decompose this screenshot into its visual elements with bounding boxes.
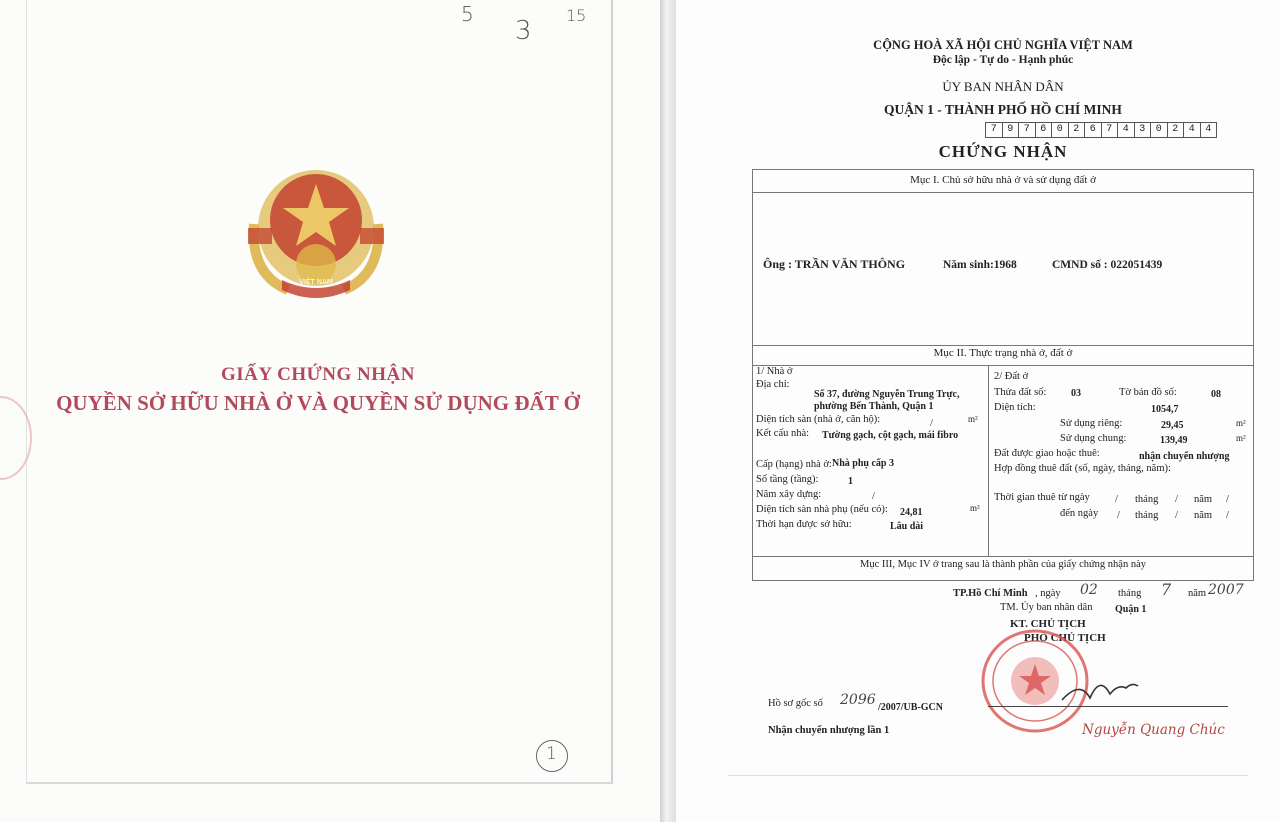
document-title: CHỨNG NHẬN xyxy=(938,142,1068,161)
file-suffix: /2007/UB-GCN xyxy=(878,702,943,713)
aux-area-label: Diện tích sàn nhà phụ (nếu có): xyxy=(756,504,888,515)
plot-label: Thửa đất số: xyxy=(994,387,1047,398)
cover-title-line1: GIẤY CHỨNG NHẬN xyxy=(221,364,415,385)
file-label: Hồ sơ gốc số xyxy=(768,698,823,709)
map-value: 08 xyxy=(1211,389,1221,400)
address-line1: Số 37, đường Nguyễn Trung Trực, xyxy=(814,389,960,400)
floor-area-label: Diện tích sàn (nhà ở, căn hộ): xyxy=(756,414,881,425)
authority-heading: ỦY BAN NHÂN DÂN xyxy=(942,79,1064,94)
owner-id-card: CMND số : 022051439 xyxy=(1052,259,1163,271)
lease-to-year: / xyxy=(1226,510,1229,521)
emblem-ribbon-text: VIỆT NAM xyxy=(299,278,333,286)
serial-digit: 6 xyxy=(1036,123,1053,137)
serial-digit: 6 xyxy=(1085,123,1102,137)
shared-use-label: Sử dụng chung: xyxy=(1060,433,1127,444)
land-heading: 2/ Đất ở xyxy=(994,371,1029,382)
signature-line xyxy=(988,706,1228,707)
aux-area-unit: m² xyxy=(970,503,980,513)
plot-value: 03 xyxy=(1071,388,1081,399)
column-divider xyxy=(988,366,989,556)
house-heading: 1/ Nhà ở xyxy=(756,366,793,377)
private-use-label: Sử dụng riêng: xyxy=(1060,418,1123,429)
sign-day: 02 xyxy=(1080,582,1098,598)
floor-area-value: / xyxy=(930,418,933,429)
shared-use-unit: m² xyxy=(1236,433,1246,443)
lease-from-month: / xyxy=(1175,494,1178,505)
sign-month-label: tháng xyxy=(1118,588,1142,599)
lease-to-month: / xyxy=(1175,510,1178,521)
lease-from-year-label: năm xyxy=(1194,494,1213,505)
page-bottom-edge xyxy=(728,775,1248,776)
lease-from-month-label: tháng xyxy=(1135,494,1159,505)
floor-area-unit: m² xyxy=(968,414,978,424)
serial-digit: 2 xyxy=(1069,123,1086,137)
structure-value: Tường gạch, cột gạch, mái fibro xyxy=(822,430,959,441)
structure-label: Kết cấu nhà: xyxy=(756,428,810,439)
district-heading: QUẬN 1 - THÀNH PHỐ HỒ CHÍ MINH xyxy=(884,102,1122,117)
shared-use-value: 139,49 xyxy=(1160,435,1188,446)
land-area-label: Diện tích: xyxy=(994,402,1036,413)
serial-digit: 7 xyxy=(986,123,1003,137)
sign-month: 7 xyxy=(1161,580,1172,599)
on-behalf: TM. Ủy ban nhân dân xyxy=(1000,602,1093,613)
page-gutter xyxy=(660,0,676,822)
lease-to-day: / xyxy=(1117,510,1120,521)
lease-from-label: Thời gian thuê từ ngày xyxy=(994,492,1090,503)
address-line2: phường Bến Thành, Quận 1 xyxy=(814,401,934,412)
serial-digit: 4 xyxy=(1118,123,1135,137)
page-mark-3: 15 xyxy=(566,6,587,25)
address-label: Địa chỉ: xyxy=(756,379,790,390)
private-use-unit: m² xyxy=(1236,418,1246,428)
serial-digit: 4 xyxy=(1184,123,1201,137)
floors-value: 1 xyxy=(848,476,853,487)
aux-area-value: 24,81 xyxy=(900,507,923,518)
serial-digit: 0 xyxy=(1052,123,1069,137)
grade-label: Cấp (hạng) nhà ở: xyxy=(756,459,832,470)
lease-from-day: / xyxy=(1115,494,1118,505)
national-emblem-icon xyxy=(244,164,388,308)
lease-label: Hợp đồng thuê đất (số, ngày, tháng, năm): xyxy=(994,463,1171,474)
chair-title: KT. CHỦ TỊCH xyxy=(1010,618,1086,630)
serial-digit: 9 xyxy=(1003,123,1020,137)
serial-digit: 3 xyxy=(1135,123,1152,137)
vice-chair-title: PHÓ CHỦ TỊCH xyxy=(1024,632,1106,644)
sign-day-label: , ngày xyxy=(1035,588,1061,599)
lease-to-label: đến ngày xyxy=(1060,508,1099,519)
floors-label: Số tầng (tầng): xyxy=(756,474,819,485)
serial-digit: 7 xyxy=(1102,123,1119,137)
signature-stroke-icon xyxy=(1060,670,1140,710)
grade-value: Nhà phụ cấp 3 xyxy=(832,458,894,469)
section2-title: Mục II. Thực trạng nhà ở, đất ở xyxy=(933,347,1073,359)
lease-to-year-label: năm xyxy=(1194,510,1213,521)
allocation-label: Đất được giao hoặc thuê: xyxy=(994,448,1100,459)
sign-place: TP.Hồ Chí Minh xyxy=(953,588,1028,599)
term-label: Thời hạn được sở hữu: xyxy=(756,519,852,530)
lease-to-month-label: tháng xyxy=(1135,510,1159,521)
signer-name: Nguyễn Quang Chúc xyxy=(1082,722,1225,738)
page-mark-2: 3 xyxy=(515,16,532,46)
transfer-note: Nhận chuyển nhượng lần 1 xyxy=(768,725,890,736)
page-number: 1 xyxy=(546,744,557,764)
lease-from-year: / xyxy=(1226,494,1229,505)
on-behalf-district: Quận 1 xyxy=(1115,604,1147,615)
file-number: 2096 xyxy=(840,692,876,708)
owner-birth-year: Năm sinh:1968 xyxy=(943,259,1017,271)
section1-title: Mục I. Chủ sở hữu nhà ở và sử dụng đất ở xyxy=(910,174,1096,186)
cover-title-line2: QUYỀN SỞ HỮU NHÀ Ở VÀ QUYỀN SỬ DỤNG ĐẤT Ở xyxy=(56,391,580,415)
serial-digit: 2 xyxy=(1168,123,1185,137)
land-area-value: 1054,7 xyxy=(1151,404,1179,415)
term-value: Lâu dài xyxy=(890,521,924,532)
serial-digit: 7 xyxy=(1019,123,1036,137)
owner-name: Ông : TRẦN VĂN THÔNG xyxy=(763,257,906,271)
year-built-value: / xyxy=(872,491,875,502)
year-built-label: Năm xây dựng: xyxy=(756,489,822,500)
map-label: Tờ bản đồ số: xyxy=(1119,387,1177,398)
allocation-value: nhận chuyển nhượng xyxy=(1139,451,1230,462)
sign-year-label: năm xyxy=(1188,588,1207,599)
motto: Độc lập - Tự do - Hạnh phúc xyxy=(932,54,1074,66)
serial-number xyxy=(985,122,1217,138)
sign-year: 2007 xyxy=(1208,582,1244,598)
private-use-value: 29,45 xyxy=(1161,420,1184,431)
republic-heading: CỘNG HOÀ XÃ HỘI CHỦ NGHĨA VIỆT NAM xyxy=(873,38,1133,52)
serial-digit: 4 xyxy=(1201,123,1218,137)
footer-note: Mục III, Mục IV ở trang sau là thành phần của giấy chứng nhận này xyxy=(859,559,1146,570)
page-mark-1: 5 xyxy=(461,2,474,26)
serial-digit: 0 xyxy=(1151,123,1168,137)
